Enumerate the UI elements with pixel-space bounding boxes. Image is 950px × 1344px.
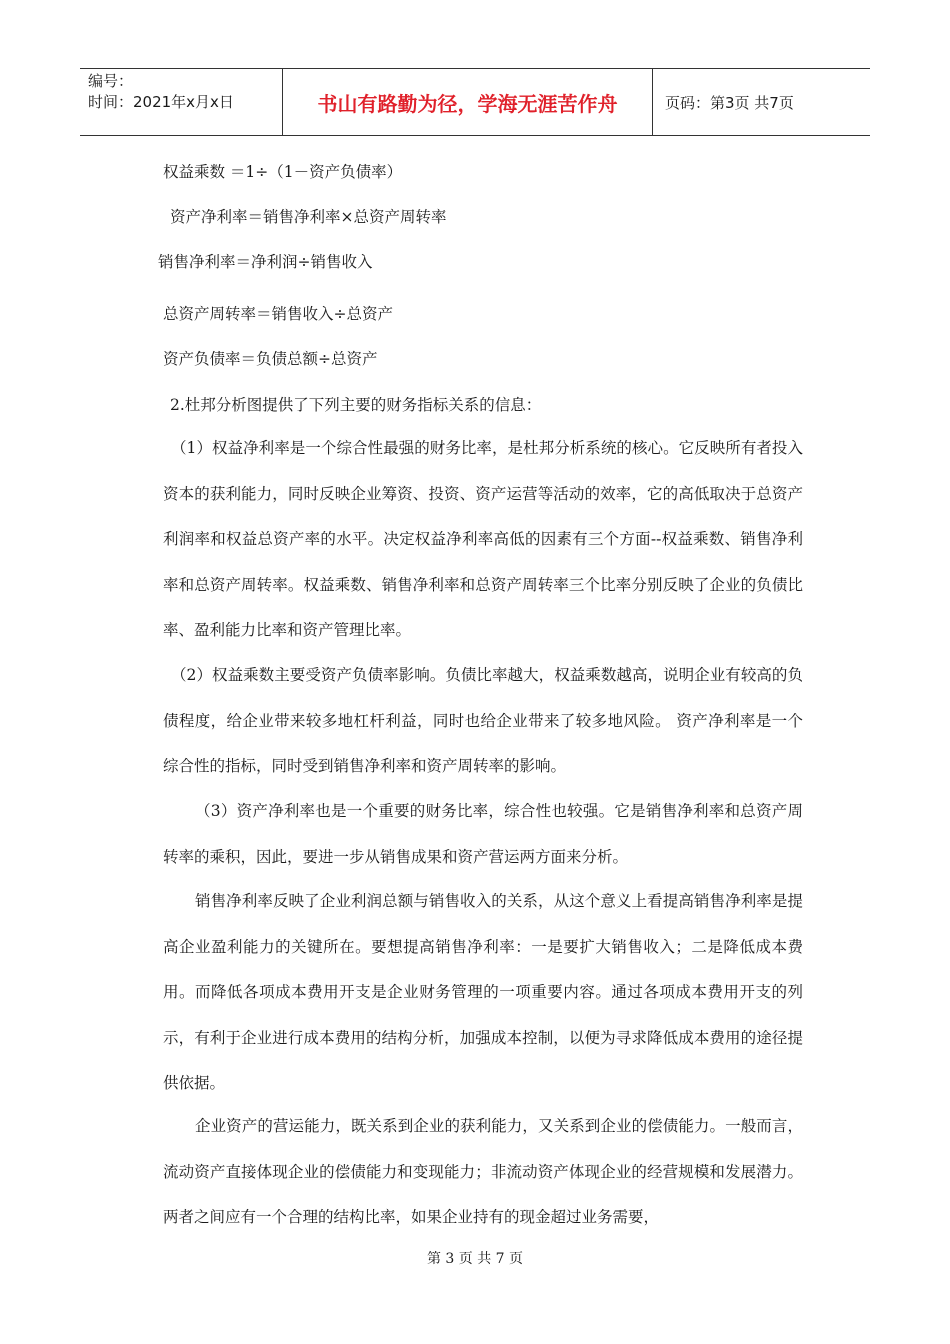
formula-asset-turnover: 总资产周转率＝销售收入÷总资产 xyxy=(163,305,393,323)
paragraph-2: （2）权益乘数主要受资产负债率影响。负债比率越大，权益乘数越高，说明企业有较高的负债程度，给企业带来较多地杠杆利益，同时也给企业带来了较多地风险。 资产净利率是一个综合性的指标，同时受到销售净利率和资产周转率的影响。 xyxy=(163,666,803,776)
header-time-label: 时间：2021年x月x日 xyxy=(88,93,234,111)
paragraph-1: （1）权益净利率是一个综合性最强的财务比率，是杜邦分析系统的核心。它反映所有者投入资本的获利能力，同时反映企业筹资、投资、资产运营等活动的效率，它的高低取决于总资产利润率和权益总资产率的水平。决定权益净利率高低的因素有三个方面--权益乘数、销售净利率和总资产周转率。权益乘数、销售净利率和总资产周转率三个比率分别反映了企业的负债比率、盈利能力比率和资产管理比率。 xyxy=(163,439,803,640)
paragraph-3: （3）资产净利率也是一个重要的财务比率，综合性也较强。它是销售净利率和总资产周转率的乘积，因此，要进一步从销售成果和资产营运两方面来分析。 xyxy=(163,802,803,866)
formula-equity-multiplier: 权益乘数 ＝1÷（1－资产负债率） xyxy=(163,163,403,181)
header-motto-cell xyxy=(283,69,653,135)
page-header xyxy=(80,68,870,136)
section-heading: 2.杜邦分析图提供了下列主要的财务指标关系的信息： xyxy=(170,396,542,414)
header-page-info: 页码：第3页 共7页 xyxy=(665,93,794,112)
formula-debt-ratio: 资产负债率＝负债总额÷总资产 xyxy=(163,350,378,368)
paragraph-4: 销售净利率反映了企业利润总额与销售收入的关系，从这个意义上看提高销售净利率是提高企业盈利能力的关键所在。要想提高销售净利率：一是要扩大销售收入；二是降低成本费用。而降低各项成本费用开支是企业财务管理的一项重要内容。通过各项成本费用开支的列示，有利于企业进行成本费用的结构分析，加强成本控制，以便为寻求降低成本费用的途径提供依据。 xyxy=(163,892,803,1093)
paragraph-5: 企业资产的营运能力，既关系到企业的获利能力，又关系到企业的偿债能力。一般而言，流动资产直接体现企业的偿债能力和变现能力；非流动资产体现企业的经营规模和发展潜力。两者之间应有一个合理的结构比率，如果企业持有的现金超过业务需要， xyxy=(163,1117,803,1227)
formula-net-margin: 销售净利率＝净利润÷销售收入 xyxy=(158,253,373,271)
formula-roa: 资产净利率＝销售净利率×总资产周转率 xyxy=(170,208,447,226)
page-footer: 第 3 页 共 7 页 xyxy=(426,1251,524,1267)
header-number-label: 编号： xyxy=(88,72,134,90)
header-motto: 书山有路勤为径，学海无涯苦作舟 xyxy=(317,91,618,116)
header-meta xyxy=(80,69,283,135)
